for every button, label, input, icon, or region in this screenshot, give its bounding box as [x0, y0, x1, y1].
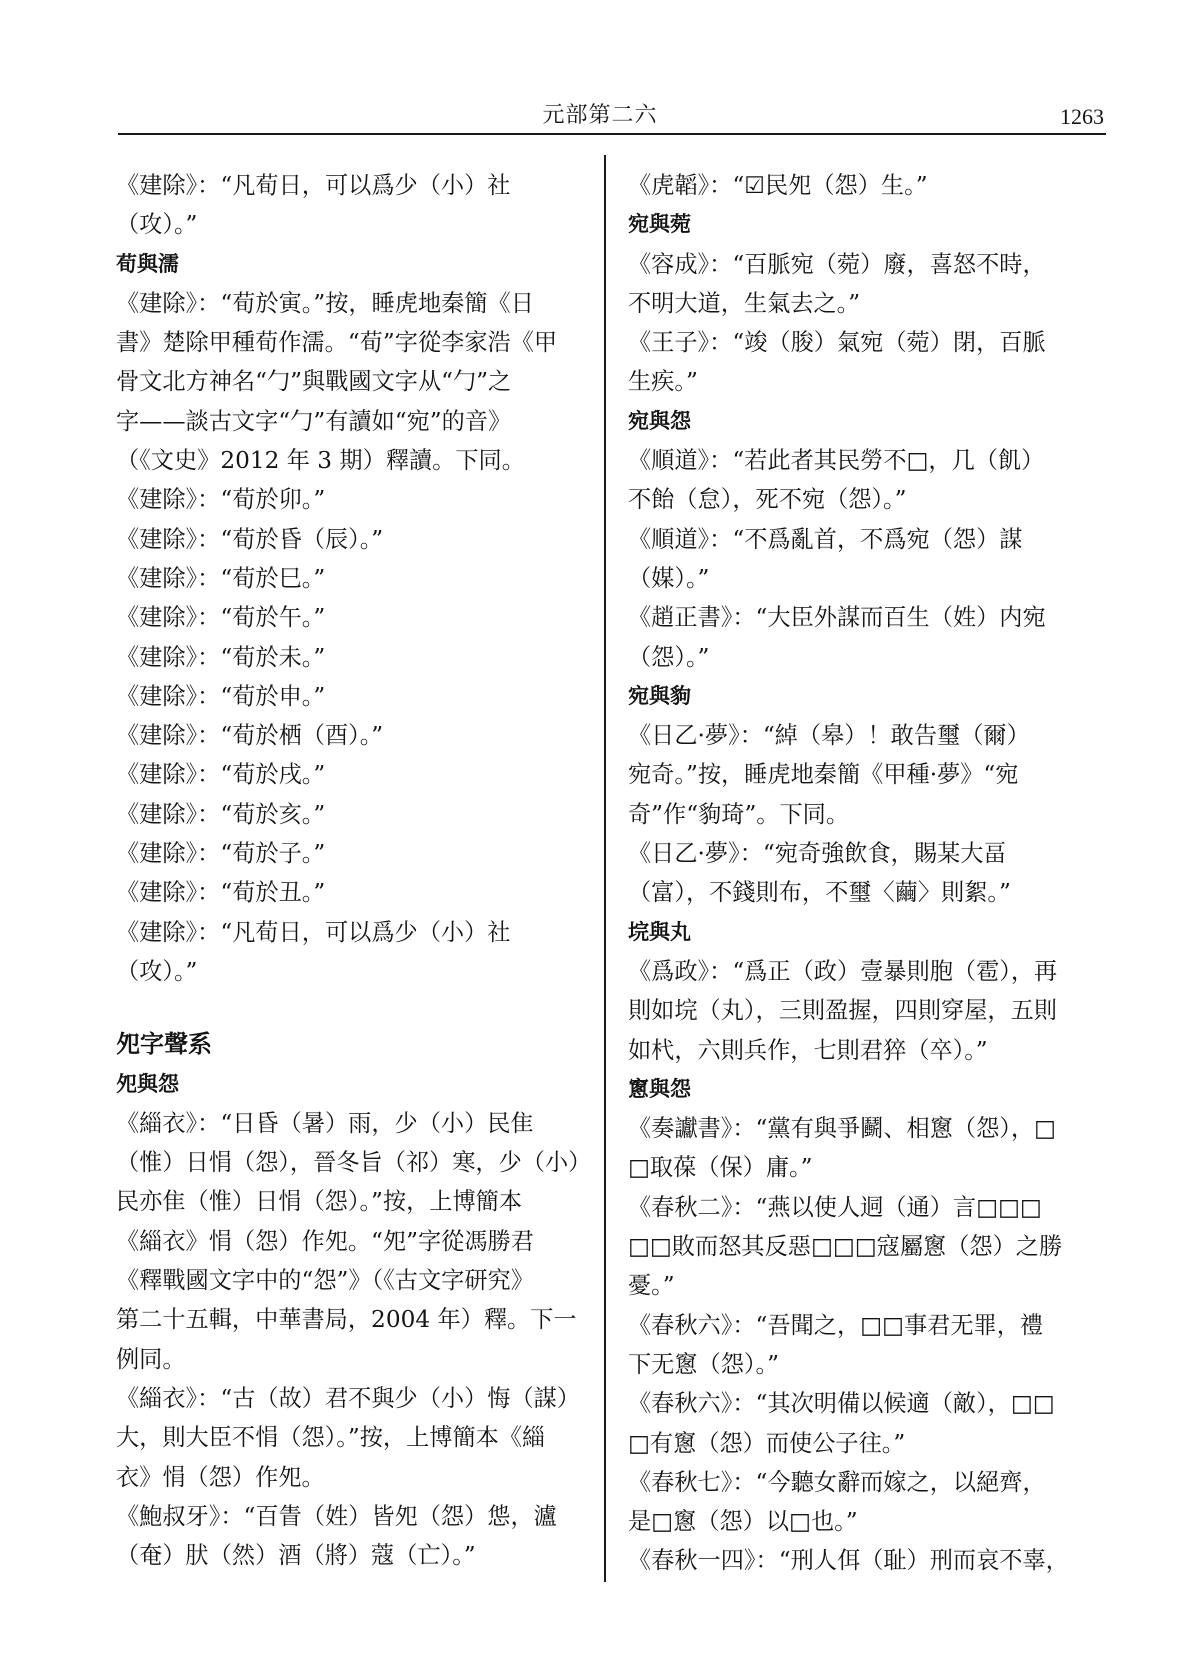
text-line: 《順道》：“若此者其民勞不□，几（飢）: [628, 447, 1045, 475]
spacer: [116, 991, 584, 1025]
entry-heading: 宛與怨: [628, 408, 691, 433]
text-line: 《趙正書》：“大臣外謀而百生（姓）内宛: [628, 604, 1046, 632]
text-line: 《釋戰國文字中的“怨”》（《古文字研究》: [116, 1267, 534, 1295]
page-number: 1263: [1060, 104, 1104, 129]
text-line: 《容成》：“百脈宛（菀）廢，喜怒不時，: [628, 250, 1046, 278]
text-line: 如杙，六則兵作，七則君猝（卒）。”: [628, 1036, 988, 1064]
text-line: 生疾。”: [628, 368, 698, 396]
text-line: 《建除》：“荀於戌。”: [116, 761, 326, 789]
text-line: 民亦隹（惟）日悁（怨）。”按，上博簡本: [116, 1188, 523, 1216]
text-line: （富），不錢則布，不璽〈繭〉則絮。”: [628, 879, 1011, 907]
text-line: 大，則大臣不悁（怨）。”按，上博簡本《緇: [116, 1424, 546, 1452]
right-column: [628, 166, 1104, 1581]
column-divider: [604, 155, 606, 1582]
text-line: 《建除》：“荀於巳。”: [116, 564, 326, 592]
text-line: 《建除》：“凡荀日，可以爲少（小）社: [116, 918, 511, 946]
text-line: 《建除》：“荀於申。”: [116, 682, 326, 710]
text-line: 《日乙·夢》：“宛奇強飲食，賜某大畐: [628, 840, 1007, 868]
text-line: 《建除》：“荀於子。”: [116, 840, 326, 868]
text-line: （攻）。”: [116, 211, 198, 239]
entry-heading: 窻與怨: [628, 1076, 691, 1101]
text-line: 《緇衣》悁（怨）作夗。“夗”字從馮勝君: [116, 1227, 534, 1255]
text-line: （奄）肰（然）酒（將）蔻（亡）。”: [116, 1542, 476, 1570]
text-line: 《建除》：“荀於未。”: [116, 643, 326, 671]
text-line: 《緇衣》：“日昏（暑）雨，少（小）民隹: [116, 1109, 534, 1137]
text-line: 《建除》：“荀於丑。”: [116, 879, 326, 907]
entry-heading: 荀與濡: [116, 251, 179, 276]
text-line: 宛奇。”按，睡虎地秦簡《甲種·夢》“宛: [628, 761, 1019, 789]
text-line: 《王子》：“竣（朘）氣宛（菀）閉，百脈: [628, 329, 1046, 357]
text-line: 骨文北方神名“勹”與戰國文字从“勹”之: [116, 368, 512, 396]
text-line: （攻）。”: [116, 957, 198, 985]
text-line: 不飴（怠），死不宛（怨）。”: [628, 486, 907, 514]
text-line: 《春秋一四》：“刑人佴（耻）刑而哀不辜，: [628, 1547, 1069, 1575]
left-column: [116, 166, 592, 1575]
text-line: 《建除》：“荀於午。”: [116, 604, 326, 632]
section-heading: 夗字聲系: [116, 1030, 212, 1059]
entry-heading: 宛與菀: [628, 212, 691, 237]
text-line: 《緇衣》：“古（故）君不與少（小）悔（謀）: [116, 1384, 581, 1412]
text-line: 則如垸（丸），三則盈握，四則穿屋，五則: [628, 997, 1057, 1025]
text-line: 不明大道，生氣去之。”: [628, 289, 861, 317]
text-line: 例同。: [116, 1345, 186, 1373]
text-line: 《建除》：“荀於昏（辰）。”: [116, 525, 384, 553]
text-line: 《春秋六》：“吾聞之，□□事君无罪，禮: [628, 1311, 1044, 1339]
header-rule: [118, 133, 1106, 135]
text-line: 《建除》：“荀於栖（酉）。”: [116, 722, 384, 750]
text-line: 《春秋七》：“今聽女辭而嫁之，以絕齊，: [628, 1468, 1046, 1496]
text-line: 《虎韜》：“☑民夗（怨）生。”: [628, 172, 928, 199]
text-line: （《文史》2012 年 3 期）釋讀。下同。: [116, 447, 525, 475]
text-line: 《奏讞書》：“黨有與爭鬬、相窻（怨），□: [628, 1115, 1056, 1143]
text-line: 《建除》：“荀於寅。”按，睡虎地秦簡《日: [116, 289, 534, 317]
text-line: 字——談古文字“勹”有讀如“宛”的音》: [116, 407, 512, 435]
text-line: 《鮑叔牙》：“百眚（姓）皆夗（怨）怹，瀘: [116, 1502, 557, 1530]
text-line: 《日乙·夢》：“綽（皋）！敢告璽（爾）: [628, 722, 1030, 750]
text-line: 《建除》：“荀於亥。”: [116, 800, 326, 828]
entry-heading: 宛與豿: [628, 683, 691, 708]
entry-heading: 夗與怨: [116, 1071, 179, 1096]
text-line: 是□窻（怨）以□也。”: [628, 1508, 858, 1536]
entry-heading: 垸與丸: [628, 919, 691, 944]
text-line: 下无窻（怨）。”: [628, 1350, 779, 1378]
running-header-title: 元部第二六: [542, 103, 658, 128]
text-line: □取葆（保）庸。”: [628, 1154, 813, 1182]
text-line: 憂。”: [628, 1272, 675, 1300]
text-line: 《建除》：“荀於卯。”: [116, 486, 326, 514]
text-line: 《順道》：“不爲亂首，不爲宛（怨）謀: [628, 525, 1023, 553]
text-line: □□敗而怒其反惡□□□寇屬窻（怨）之勝: [628, 1233, 1063, 1261]
text-line: （惟）日悁（怨），晉冬旨（祁）寒，少（小）: [116, 1149, 592, 1177]
text-line: 《建除》：“凡荀日，可以爲少（小）社: [116, 172, 511, 199]
text-line: 《春秋二》：“燕以使人迵（通）言□□□: [628, 1193, 1042, 1221]
text-line: 《春秋六》：“其次明備以候適（敵），□□: [628, 1390, 1055, 1418]
text-line: 書》楚除甲種荀作濡。“荀”字從李家浩《甲: [116, 329, 558, 357]
text-line: （媒）。”: [628, 564, 710, 592]
text-line: 衣》悁（怨）作夗。: [116, 1463, 325, 1491]
text-line: （怨）。”: [628, 643, 710, 671]
text-line: 第二十五輯，中華書局，2004 年）釋。下一: [116, 1306, 577, 1334]
text-line: 《爲政》：“爲正（政）壹暴則胞（雹），再: [628, 957, 1058, 985]
text-line: 奇”作“豿琦”。下同。: [628, 800, 850, 828]
text-line: □有窻（怨）而使公子往。”: [628, 1429, 906, 1457]
